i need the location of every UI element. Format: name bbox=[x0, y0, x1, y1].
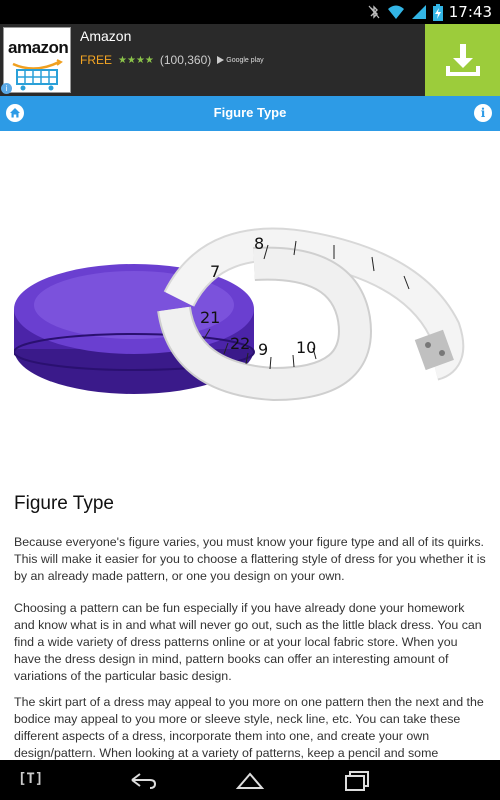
app-launcher-icon[interactable]: [T] bbox=[18, 771, 44, 787]
play-store-icon bbox=[217, 56, 224, 64]
google-play-badge bbox=[217, 56, 263, 64]
tape-measure-illustration bbox=[14, 159, 486, 471]
paragraph-2: Choosing a pattern can be fun especially if you have already done your homework and know what is in and what will never go out, such as the little black dress. You can find a wide variety of dress patterns online or at your local fabric store. When you have the dress design in mind, pattern books can offer an interesting amount of variations of the particular basic design. bbox=[14, 601, 482, 683]
title-bar bbox=[0, 96, 500, 131]
ad-banner[interactable] bbox=[0, 24, 500, 96]
ad-review-count: (100,360) bbox=[159, 53, 212, 67]
status-icons bbox=[367, 2, 492, 22]
ad-meta bbox=[80, 53, 264, 67]
back-icon[interactable] bbox=[128, 768, 158, 792]
article-content[interactable] bbox=[0, 131, 500, 760]
svg-text:22: 22 bbox=[230, 334, 251, 353]
paragraph-3: The skirt part of a dress may appeal to you more on one pattern then the next and the bodice may appeal to you more or sleeve style, neck line, etc. You can take these different aspects of a dress, incorporate them into one, and create your own design/pattern. When looking at a variety of patterns, keep a pencil and some bbox=[14, 695, 484, 760]
home-button-icon[interactable] bbox=[235, 768, 265, 792]
bluetooth-off-icon bbox=[367, 4, 381, 20]
article-heading: Figure Type bbox=[14, 493, 114, 514]
paragraph-1: Because everyone's figure varies, you must know your figure type and all of its quirks. This will make it easier for you to choose a flattering style of dress for you whether it is by an already made pattern, or one you design on your own. bbox=[14, 535, 486, 583]
page-title: Figure Type bbox=[213, 105, 287, 120]
logo-wordmark: amazon bbox=[8, 38, 69, 57]
svg-text:10: 10 bbox=[296, 338, 317, 357]
ad-info-icon[interactable]: i bbox=[1, 83, 12, 94]
cart-icon bbox=[7, 58, 67, 92]
app-logo bbox=[3, 27, 71, 93]
tape-measure-photo bbox=[14, 159, 486, 471]
wifi-icon bbox=[387, 4, 405, 20]
recents-icon[interactable] bbox=[342, 768, 372, 792]
store-badge-label: Google play bbox=[226, 56, 264, 64]
rating-stars-icon: ★★★★ bbox=[118, 54, 154, 66]
ad-price: FREE bbox=[80, 53, 113, 67]
clock: 17:43 bbox=[448, 3, 492, 21]
ad-title: Amazon bbox=[80, 28, 132, 44]
signal-icon bbox=[411, 4, 427, 20]
info-icon[interactable]: i bbox=[474, 104, 492, 122]
download-icon bbox=[443, 40, 483, 80]
download-button[interactable] bbox=[425, 24, 500, 96]
svg-text:21: 21 bbox=[200, 308, 221, 327]
svg-text:9: 9 bbox=[258, 340, 269, 359]
battery-charging-icon bbox=[433, 4, 443, 21]
svg-text:8: 8 bbox=[254, 234, 265, 253]
svg-text:7: 7 bbox=[210, 262, 221, 281]
status-bar bbox=[0, 0, 500, 24]
navigation-bar bbox=[0, 760, 500, 800]
